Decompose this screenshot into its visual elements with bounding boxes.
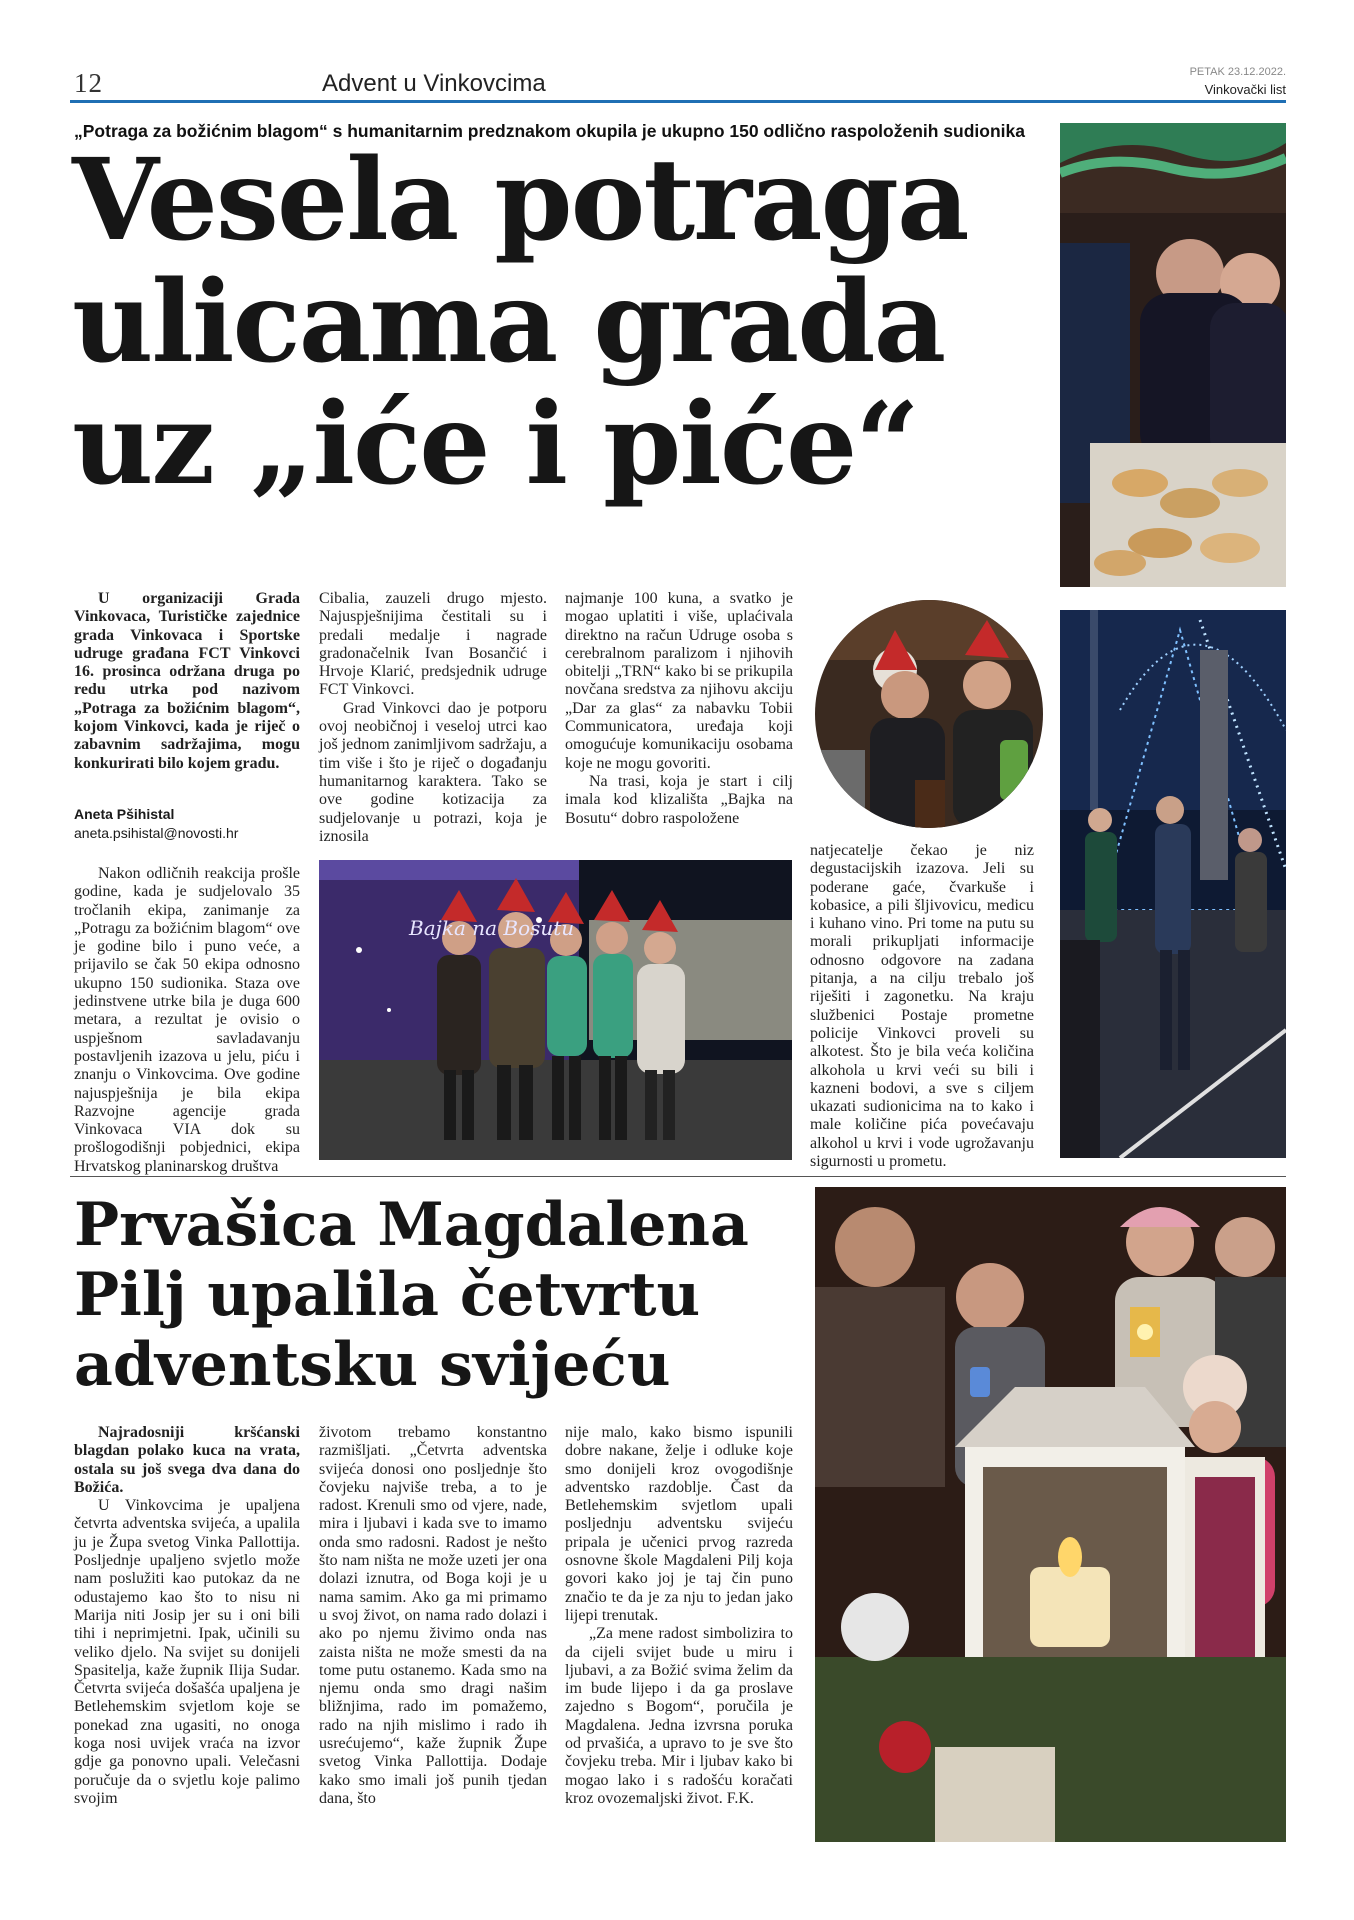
issue-date: PETAK 23.12.2022. bbox=[1189, 66, 1286, 78]
paragraph: Na trasi, koja je start i cilj imala kod klizališta „Bajka na Bosutu“ dobro raspoložene bbox=[565, 772, 793, 827]
author-name: Aneta Pšihistal bbox=[74, 806, 175, 822]
publication-name: Vinkovački list bbox=[1204, 82, 1286, 97]
paragraph: životom trebamo konstantno razmišljati. „Četvrta adventska svijeća donosi ono posljednje što čovjeku najviše treba, a to je radost. Krenuli smo od vjere, nade, mira i ljubavi i kada sve to imamo onda smo radosni. Radost je nešto što nam ništa ne može uzeti jer ona dolazi iznutra, od Boga koji je u nama samim. Ako ga mi primamo u svoj život, on nama rado dolazi i ako po njemu živimo onda nas zaista ništa ne može smesti da na tome putu ostanemo. Kada smo na njemu onda smo dragi našim bližnjima, rado im pomažemo, rado na njih mislimo i rado ih usrećujemo“, kaže župnik Župe svetog Vinka Pallottija. Dodaje kako smo imali još punih tjedan dana, što bbox=[319, 1424, 547, 1807]
article2-col1 bbox=[74, 1424, 300, 1808]
article2-col2 bbox=[319, 1424, 547, 1808]
page-number: 12 bbox=[74, 68, 103, 98]
paragraph: najmanje 100 kuna, a svatko je mogao uplatiti i više, uplaćivala direktno na račun Udruge osoba s cerebralnom paralizom i njihovih obitelji „TRN“ kako bi se prikupila novčana sredstva za njihovu akciju „Dar za glas“ za nabavku Tobii Communicatora, uređaja koji omogućuje komunikaciju osobama koje ne mogu govoriti. bbox=[565, 590, 793, 772]
paragraph: Grad Vinkovci dao je potporu ovoj neobičnoj i veseloj utrci kao još jednom zanimljivom sadržaju, a tim više i što je riječ o događanju humanitarnog karaktera. Tako se ove godine kotizacija za sudjelovanje u potrazi, koja je iznosila bbox=[319, 699, 547, 845]
paragraph: „Za mene radost simbolizira to da cijeli svijet bude u miru i ljubavi, a za Božić svima želim da im bude lijepo i da ga proslave zajedno s Bogom“, poručila je Magdalena. Jedna izvrsna poruka od prvašića, a upravo to je sve što čovjeku treba. Mir i ljubav kako bi mogao lako i s radošću koračati kroz ovozemaljski život. F.K. bbox=[565, 1625, 793, 1807]
article1-col4 bbox=[810, 842, 1034, 1171]
article1-col2 bbox=[319, 590, 547, 846]
paragraph: natjecatelje čekao je niz degustacijskih izazova. Jeli su poderane gaće, čvarkuše i kobasice, a pili šljivovicu, medicu i kuhano vino. Pri tome na putu su morali prikupljati informacije odnosno odgovore na zadana pitanja, a na cilju trebalo još riješiti i zagonetku. Na kraju službenici Postaje prometne policije Vinkovci proveli su alkotest. Što je bila veća količina alkohola u krvi veći su bili i kazneni bodovi, a sve s ciljem ukazati sudionicima na to kako i male količine pića povećavaju alkohol u krvi i vode ugrožavanju sigurnosti u prometu. bbox=[810, 842, 1034, 1171]
headline-line: ulicama grada bbox=[72, 257, 945, 388]
article2-lead: Najradosniji kršćanski blagdan polako kuca na vrata, ostala su još svega dva dana do Božića. bbox=[74, 1424, 300, 1496]
photo-group-stage bbox=[319, 860, 792, 1160]
paragraph: U Vinkovcima je upaljena četvrta adventska svijeća, a upalila ju je Župa svetog Vinka Pallottija. Posljednje upaljeno svjetlo može nam poslužiti kao putokaz da ne odustajemo kao što to nisu ni Marija niti Josip jer su i oni bili tihi i neprimjetni. Ipak, učinili su veliko djelo. Na svijet su donijeli Spasitelja, kaže župnik Ilija Sudar. Četvrta svijeća došašća upaljena je Betlehemskim svjetlom koje se ponekad zna ugasiti, no onoga koga nosi uvijek vraća na izvor gdje ga ponovno upali. Velečasni poručuje da o svjetlu koje palimo svojim bbox=[74, 1497, 300, 1807]
headline-line: adventsku svijeću bbox=[74, 1330, 671, 1400]
paragraph: Cibalia, zauzeli drugo mjesto. Najuspješnijima čestitali su i predali medalje i nagrade gradonačelnik Ivan Bosančić i Hrvoje Klarić, predsjednik udruge FCT Vinkovci. bbox=[319, 590, 547, 699]
stage-sign-text: Bajka na Bosutu bbox=[409, 916, 575, 940]
headline-line: Prvašica Magdalena bbox=[74, 1190, 749, 1260]
photo-night-race bbox=[1060, 610, 1286, 1158]
photo-santa-hats-circle bbox=[815, 600, 1043, 828]
article1-headline bbox=[72, 135, 968, 510]
article2-headline bbox=[74, 1190, 749, 1400]
paragraph: nije malo, kako bismo ispunili dobre nakane, želje i odluke koje smo donijeli kroz ovogodišnje adventsko razdoblje. Čast da Betlehemskim svjetlom upali posljednju adventsku svijeću pripala je učenici prvog razreda osnovne škole Magdaleni Pilj koja govori kako joj je taj čin puno značio te da je za nju to jedan jako lijepi trenutak. bbox=[565, 1424, 793, 1624]
header-rule bbox=[70, 100, 1286, 103]
article1-kicker: „Potraga za božićnim blagom“ s humanitarnim predznakom okupila je ukupno 150 odlično raspoloženih sudionika bbox=[74, 121, 1025, 141]
headline-line: Vesela potraga bbox=[72, 135, 968, 266]
section-title: Advent u Vinkovcima bbox=[322, 70, 546, 97]
photo-food-tasting bbox=[1060, 123, 1286, 587]
headline-line: Pilj upalila četvrtu bbox=[74, 1260, 701, 1330]
photo-advent-lantern bbox=[815, 1187, 1286, 1842]
paragraph: Nakon odličnih reakcija prošle godine, kada je sudjelovalo 35 tročlanih ekipa, zanimanje za „Potragu za božićnim blagom“ ove je godine bilo i puno veće, a prijavilo se čak 50 ekipa odnosno ukupno 150 sudionika. Staza ove jedinstvene utrke bila je duga 600 metara, a rezultat je ovisio o uspješnom savladavanju postavljenih izazova u jelu, piću i znanju o Vinkovcima. Ove godine najuspješnija je bila ekipa Razvojne agencije grada Vinkovaca VIA dok su prošlogodišnji pobjednici, ekipa Hrvatskog planinarskog društva bbox=[74, 865, 300, 1175]
article1-col1-body bbox=[74, 865, 300, 1176]
article1-lead: U organizaciji Grada Vinkovaca, Turističke zajednice grada Vinkovaca i Sportske udruge građana FCT Vinkovci 16. prosinca održana druga po redu utrka pod nazivom „Potraga za božićnim blagom“, kojom Vinkovci, kada je riječ o zabavnim sadržajima, mogu konkurirati bilo kojem gradu. bbox=[74, 590, 300, 772]
headline-line: uz „iće i piće“ bbox=[72, 379, 918, 510]
author-email[interactable]: aneta.psihistal@novosti.hr bbox=[74, 825, 239, 841]
article1-col3 bbox=[565, 590, 793, 828]
article2-col3 bbox=[565, 1424, 793, 1808]
article1-col1 bbox=[74, 590, 300, 773]
article-divider bbox=[70, 1176, 1286, 1177]
